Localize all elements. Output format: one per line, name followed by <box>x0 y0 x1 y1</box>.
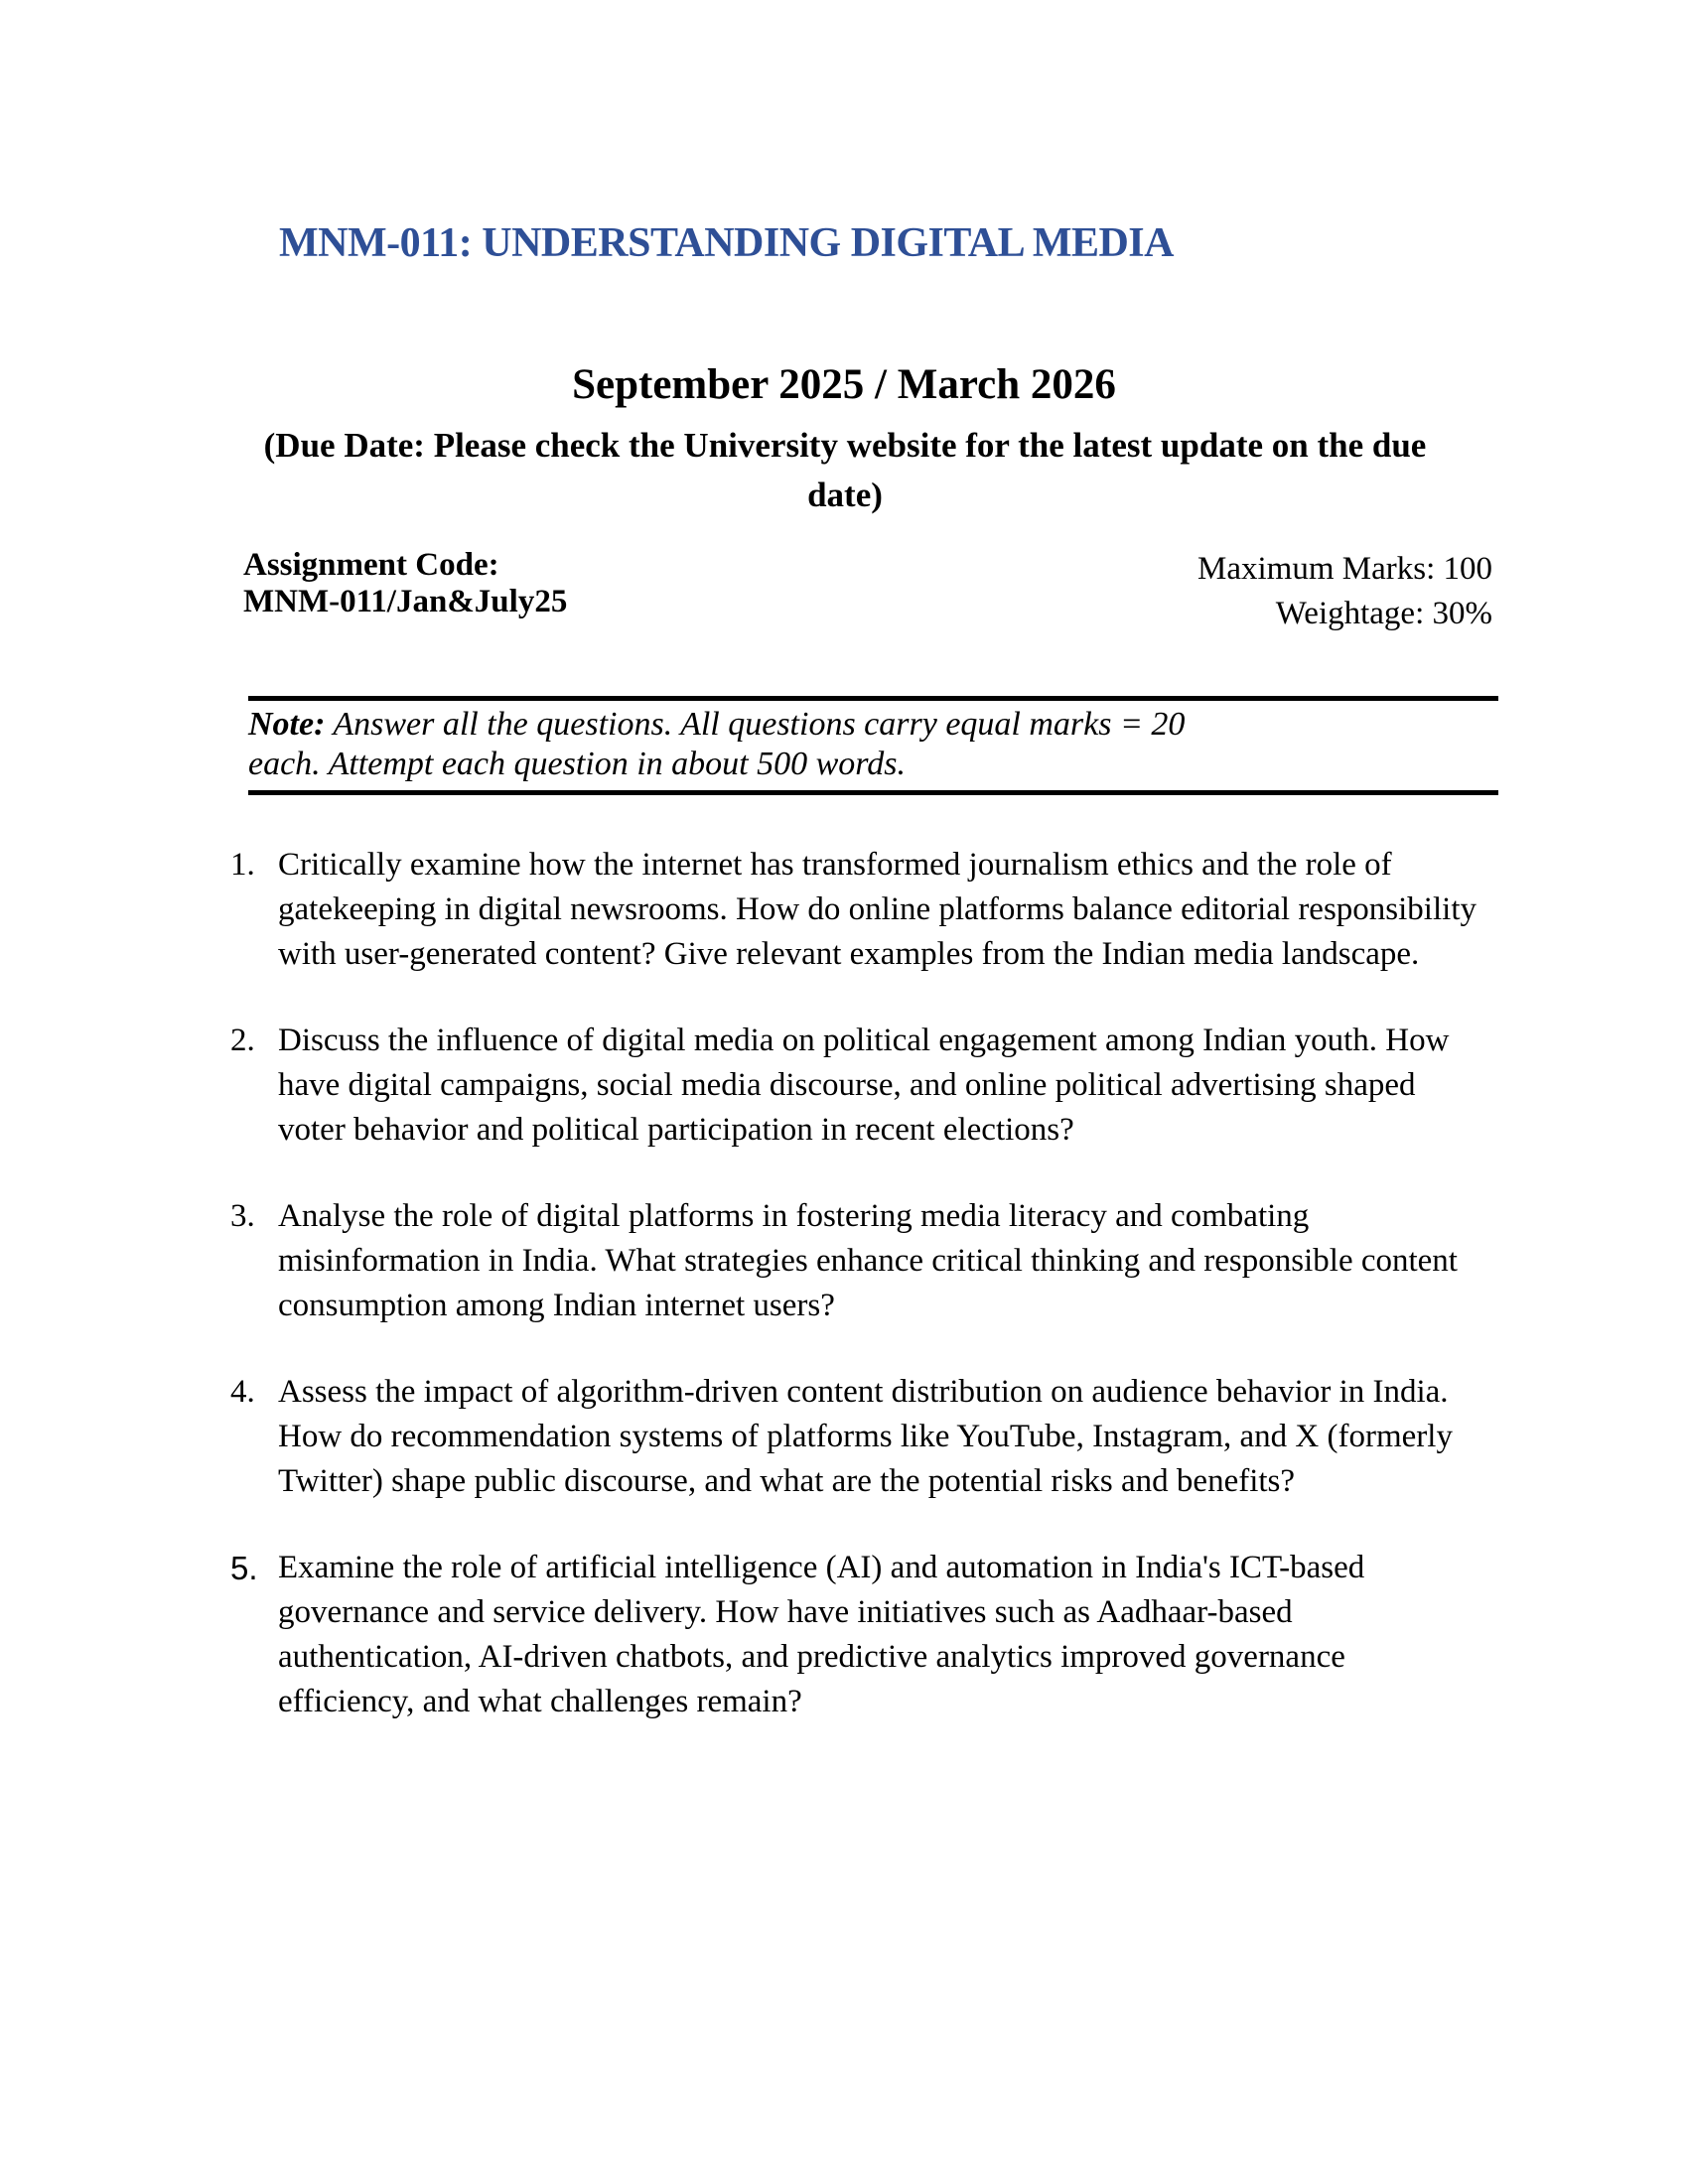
question-text: Discuss the influence of digital media on political engagement among Indian youth. How have digital campaigns, social media discourse, and online political advertising shaped voter behavior and political participation in recent elections? <box>278 1023 1450 1148</box>
question-item-5 <box>230 1546 1484 1724</box>
session-heading: September 2025 / March 2026 <box>572 361 1116 408</box>
question-text: Assess the impact of algorithm-driven content distribution on audience behavior in India. How do recommendation systems of platforms like YouTube, Instagram, and X (formerly Twitter) shape public discourse, and what are the potential risks and benefits? <box>278 1374 1453 1499</box>
question-item-1 <box>230 843 1484 977</box>
question-item-2 <box>230 1019 1484 1153</box>
assignment-code-value: MNM-011/Jan&July25 <box>243 584 568 619</box>
weightage: Weightage: 30% <box>1275 596 1492 631</box>
maximum-marks: Maximum Marks: 100 <box>1197 551 1492 587</box>
question-number: 2. <box>230 1023 255 1058</box>
assignment-code-block <box>243 547 567 620</box>
note-label: Note: <box>248 706 326 743</box>
question-list <box>230 843 1484 1766</box>
assignment-info-row <box>243 547 1492 636</box>
note-box <box>248 696 1498 795</box>
question-item-4 <box>230 1370 1484 1504</box>
question-number: 3. <box>230 1198 255 1234</box>
course-title: MNM-011: UNDERSTANDING DIGITAL MEDIA <box>279 220 1174 266</box>
question-number: 4. <box>230 1374 255 1410</box>
question-text: Analyse the role of digital platforms in fostering media literacy and combating misinformation in India. What strategies enhance critical thinking and responsible content consumption among Indian internet users? <box>278 1198 1458 1323</box>
note-line1: Answer all the questions. All questions carry equal marks = 20 <box>333 706 1186 743</box>
question-text: Critically examine how the internet has transformed journalism ethics and the role of gatekeeping in digital newsrooms. How do online platforms balance editorial responsibility with user-generated content? Give relevant examples from the Indian media landscape. <box>278 847 1477 972</box>
marks-block <box>1197 547 1492 636</box>
due-date-note: (Due Date: Please check the University website for the latest update on the due date) <box>263 426 1427 514</box>
assignment-code-label: Assignment Code: <box>243 547 499 583</box>
question-number: 1. <box>230 847 255 883</box>
question-item-3 <box>230 1194 1484 1328</box>
question-text: Examine the role of artificial intelligence (AI) and automation in India's ICT-based governance and service delivery. How have initiatives such as Aadhaar-based authentication, AI-driven chatbots, and predictive analytics improved governance efficiency, and what challenges remain? <box>278 1550 1365 1719</box>
question-number: 5. <box>230 1550 258 1586</box>
note-line2: each. Attempt each question in about 500 words. <box>248 746 906 782</box>
